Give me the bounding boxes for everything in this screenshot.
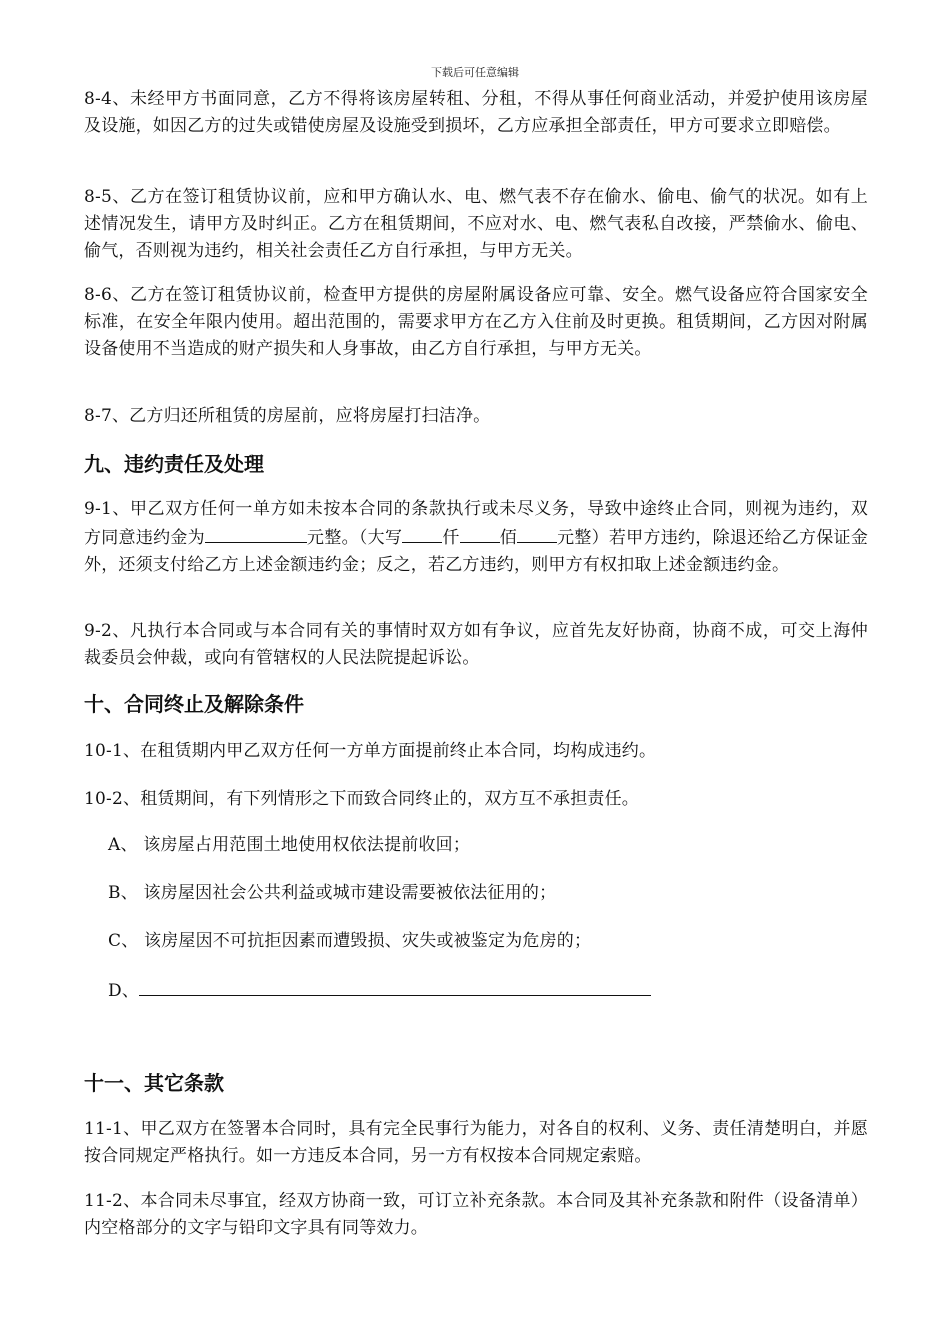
penalty-thousands-blank[interactable] (402, 523, 442, 543)
clause-9-1-text-d: 佰 (499, 528, 517, 548)
clause-9-1-text-c: 仟 (442, 528, 460, 548)
clause-10-2-item-b: B、 该房屋因社会公共利益或城市建设需要被依法征用的； (108, 883, 557, 903)
clause-8-5: 8-5、乙方在签订租赁协议前，应和甲方确认水、电、燃气表不存在偷水、偷电、偷气的状况。如有上述情况发生，请甲方及时纠正。乙方在租赁期间，不应对水、电、燃气表私自改接，严禁偷水、偷电、偷气，否则视为违约，相关社会责任乙方自行承担，与甲方无关。 (84, 187, 868, 261)
clause-9-1 (84, 496, 868, 579)
clause-9-1-text-e: 元整）若甲方违约，除退还给乙方保证金外，还须支付给乙方上述金额违约金；反之，若乙方违约，则甲方有权扣取上述金额违约金。 (84, 528, 869, 575)
clause-10-2: 10-2、租赁期间，有下列情形之下而致合同终止的，双方互不承担责任。 (84, 789, 639, 809)
penalty-units-blank[interactable] (517, 523, 557, 543)
clause-8-7: 8-7、乙方归还所租赁的房屋前，应将房屋打扫洁净。 (84, 406, 491, 426)
clause-9-2: 9-2、凡执行本合同或与本合同有关的事情时双方如有争议，应首先友好协商，协商不成，可交上海仲裁委员会仲裁，或向有管辖权的人民法院提起诉讼。 (84, 621, 868, 668)
clause-8-4: 8-4、未经甲方书面同意，乙方不得将该房屋转租、分租，不得从事任何商业活动，并爱护使用该房屋及设施，如因乙方的过失或错使房屋及设施受到损坏，乙方应承担全部责任，甲方可要求立即赔偿。 (84, 89, 868, 136)
clause-10-2-item-d (108, 976, 868, 1005)
clause-9-1-text-a: 9-1、甲乙双方任何一单方如未按本合同的条款执行或未尽义务，导致中途终止合同，则视为违约，双方同意违约金为 (84, 499, 868, 548)
clause-10-2-item-d-label: D、 (108, 981, 140, 1001)
clause-9-1-text-b: 元整。（大写 (306, 528, 403, 548)
header-note: 下载后可任意编辑 (431, 66, 519, 79)
clause-8-6: 8-6、乙方在签订租赁协议前，检查甲方提供的房屋附属设备应可靠、安全。燃气设备应符合国家安全标准，在安全年限内使用。超出范围的，需要求甲方在乙方入住前及时更换。租赁期间，乙方因对附属设备使用不当造成的财产损失和人身事故，由乙方自行承担，与甲方无关。 (84, 285, 868, 359)
clause-11-2: 11-2、本合同未尽事宜，经双方协商一致，可订立补充条款。本合同及其补充条款和附件（设备清单）内空格部分的文字与铅印文字具有同等效力。 (84, 1191, 868, 1238)
clause-10-2-item-a: A、 该房屋占用范围土地使用权依法提前收回； (108, 835, 471, 855)
penalty-hundreds-blank[interactable] (460, 523, 500, 543)
section-heading-11: 十一、其它条款 (84, 1071, 224, 1095)
section-heading-9: 九、违约责任及处理 (84, 452, 264, 476)
item-d-blank-line[interactable] (139, 976, 651, 996)
clause-10-1: 10-1、在租赁期内甲乙双方任何一方单方面提前终止本合同，均构成违约。 (84, 741, 657, 761)
clause-10-2-item-c: C、 该房屋因不可抗拒因素而遭毁损、灾失或被鉴定为危房的； (108, 931, 592, 951)
section-heading-10: 十、合同终止及解除条件 (84, 692, 304, 716)
penalty-amount-blank[interactable] (205, 523, 307, 543)
clause-11-1: 11-1、甲乙双方在签署本合同时，具有完全民事行为能力，对各自的权利、义务、责任清楚明白，并愿按合同规定严格执行。如一方违反本合同，另一方有权按本合同规定索赔。 (84, 1119, 868, 1166)
